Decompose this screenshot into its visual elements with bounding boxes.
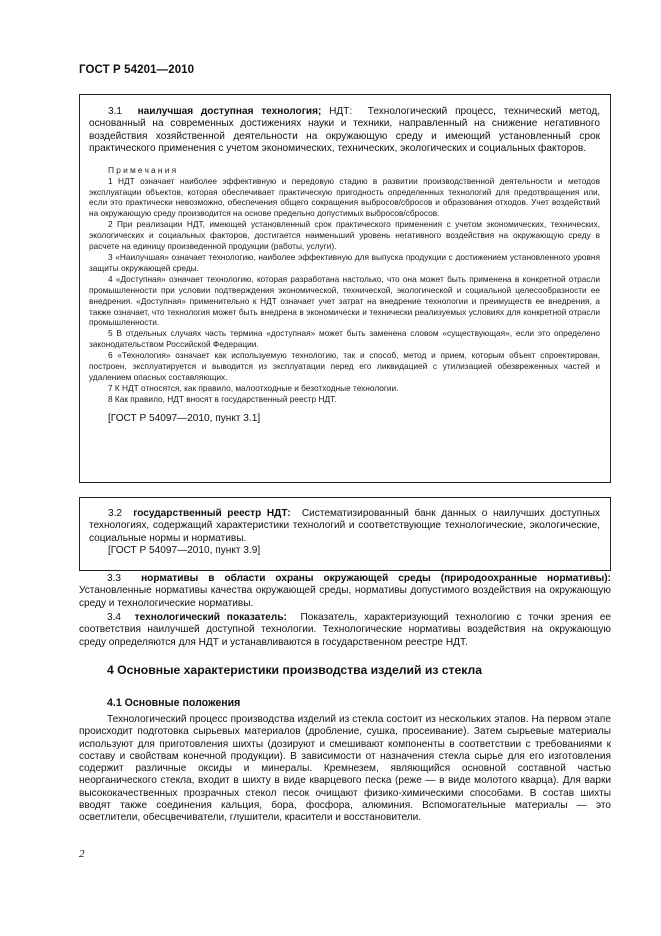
definition-3-2: [89, 508, 600, 545]
definition-3-1: [89, 106, 600, 156]
note-2: 2 При реализации НДТ, имеющей установленный срок практического применения с учетом экономических, технических, экологических и социальных факторов, достигается наименьший уровень негативного воздействия на окружающую среду в расчете на единицу произведенной продукции (работы, услуги).: [89, 219, 600, 252]
paragraph-text: Технологический процесс производства изделий из стекла состоит из нескольких этапов. На первом этапе происходит подготовка сырьевых материалов (дробление, сушка, просеивание). Затем сырьевые материалы используют для приготовления шихты (дозируют и смешивают компоненты в соответствии с требованиями к составу и свойствам конечной продукции). В зависимости от назначения стекла сырье для его изготовления содержит различные оксиды и минералы. Кремнезем, являющийся основной составной частью неорганического стекла, входит в шихту в виде кварцевого песка (реже — в виде молотого кварца). Для варки высококачественных прозрачных стекол песок очищают физико-химическими способами. В состав шихты вводят также соединения кальция, бора, фосфора, алюминия. Вспомогательные материалы — это осветлители, обесцвечиватели, глушители, красители и восстановители.: [79, 714, 611, 824]
definition-number: 3.2: [108, 508, 123, 519]
definition-term: наилучшая доступная технология;: [137, 106, 322, 117]
reference-3-1: [ГОСТ Р 54097—2010, пункт 3.1]: [108, 412, 261, 424]
definition-number: 3.1: [108, 106, 123, 117]
definition-box-3-1: [79, 94, 611, 483]
note-5: 5 В отдельных случаях часть термина «доступная» может быть заменена словом «существующая», если это определено законодательством Российской Федерации.: [89, 328, 600, 350]
definition-term: нормативы в области охраны окружающей среды (природоохранные нормативы):: [141, 573, 612, 584]
definition-text: Технологический процесс, технический метод, основанный на современных достижениях науки и техники, направленный на снижение негативного воздействия хозяйственной деятельности на окружающую среду и имеющий установленный срок практического применения с учетом экономических, технических, экологических и социальных факторов.: [89, 106, 601, 155]
page-number: 2: [79, 848, 85, 860]
reference-3-2: [ГОСТ Р 54097—2010, пункт 3.9]: [108, 545, 261, 557]
notes-title: Примечания: [108, 164, 179, 175]
definition-box-3-2: [79, 497, 611, 571]
document-header: ГОСТ Р 54201—2010: [79, 64, 195, 76]
definition-number: 3.4: [107, 612, 122, 623]
section-4-1-paragraph: [79, 714, 611, 825]
definition-text: Показатель, характеризующий технологию с точки зрения ее соответствия наилучшей доступной технологии. Технологические нормативы воздействия на окружающую среду определяются для НДТ и устанавливаются в государственном реестре НДТ.: [79, 612, 611, 648]
definition-text: Систематизированный банк данных о наилучших доступных технологиях, содержащий характеристики технологий и соответствующие технологические, экологические, социальные нормы и нормативы.: [89, 508, 600, 544]
definition-term: технологический показатель:: [134, 612, 287, 623]
definition-number: 3.3: [107, 573, 122, 584]
note-1: 1 НДТ означает наиболее эффективную и передовую стадию в развитии производственной деятельности и методов эксплуатации объектов, которая обеспечивает практическую пригодность определенных технологий для предотвращения или, если это практически невозможно, обеспечения общего сокращения выбросов/сбросов и образования отходов. Учет воздействий на окружающую среду производится на основе предельно допустимых выбросов/сбросов.: [89, 175, 600, 219]
definition-abbreviation: НДТ:: [329, 106, 353, 117]
note-4: 4 «Доступная» означает технологию, которая разработана настолько, что она может быть применена в конкретной отрасли промышленности при условии подтверждения экономической, технической, экологической и социальной целесообразности ее внедрения. «Доступная» применительно к НДТ означает учет затрат на внедрение технологии и преимуществ ее внедрения, а также означает, что технология может быть внедрена в экономически и технически реализуемых условиях для конкретной отрасли промышленности.: [89, 273, 600, 328]
definition-text: Установленные нормативы качества окружающей среды, нормативы допустимого воздействия на окружающую среду и технологические нормативы.: [79, 585, 611, 609]
definition-3-4: [79, 612, 611, 649]
section-title-4: 4 Основные характеристики производства изделий из стекла: [107, 663, 483, 677]
note-8: 8 Как правило, НДТ вносят в государственный реестр НДТ.: [108, 393, 337, 404]
note-7: 7 К НДТ относятся, как правило, малоотходные и безотходные технологии.: [108, 382, 399, 393]
definition-term: государственный реестр НДТ:: [133, 508, 291, 519]
note-6: 6 «Технология» означает как используемую технологию, так и способ, метод и прием, которым объект спроектирован, построен, эксплуатируется и выводится из эксплуатации перед его ликвидацией с утилизацией обезвреженных частей и удалением опасных составляющих.: [89, 350, 600, 382]
note-3: 3 «Наилучшая» означает технологию, наиболее эффективную для выпуска продукции с достижением установленного уровня защиты окружающей среды.: [89, 251, 600, 273]
definition-3-3: [79, 573, 611, 610]
subsection-title-4-1: 4.1 Основные положения: [107, 697, 241, 709]
